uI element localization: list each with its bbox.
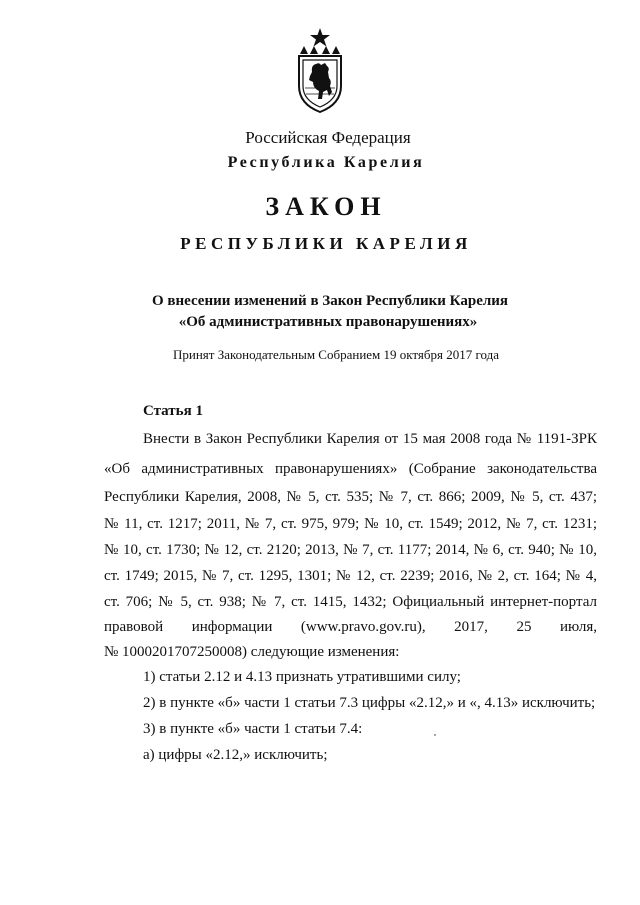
paragraph-line: «Об административных правонарушениях» (Собрание законодательства <box>104 461 597 477</box>
list-item: 3) в пункте «б» части 1 статьи 7.4: <box>143 721 363 737</box>
paragraph-line: № 1000201707250008) следующие изменения: <box>104 644 400 660</box>
paragraph-line: № 10, ст. 1730; № 12, ст. 2120; 2013, № 7, ст. 1177; 2014, № 6, ст. 940; № 10, <box>104 542 597 558</box>
paragraph-line: правовой информации (www.pravo.gov.ru), 2017, 25 июля, <box>104 619 597 635</box>
republic-name: Республика Карелия <box>227 154 425 171</box>
adoption-note: Принят Законодательным Собранием 19 октября 2017 года <box>172 347 500 362</box>
list-item: 1) статьи 2.12 и 4.13 признать утратившими силу; <box>143 669 461 685</box>
paragraph-line: Республики Карелия, 2008, № 5, ст. 535; № 7, ст. 866; 2009, № 5, ст. 437; <box>104 489 597 505</box>
scan-speck <box>434 734 436 736</box>
paragraph-line: Внести в Закон Республики Карелия от 15 мая 2008 года № 1191-ЗРК <box>143 431 597 447</box>
country-name: Российская Федерация <box>245 128 411 147</box>
paragraph-line: ст. 1749; 2015, № 7, ст. 1295, 1301; № 12, ст. 2239; 2016, № 2, ст. 164; № 4, <box>104 568 597 584</box>
amendment-title-line-1: О внесении изменений в Закон Республики Карелия <box>151 293 509 309</box>
law-subtitle: РЕСПУБЛИКИ КАРЕЛИЯ <box>180 234 472 253</box>
list-item: а) цифры «2.12,» исключить; <box>143 747 328 763</box>
amendment-title-line-2: «Об административных правонарушениях» <box>178 314 478 330</box>
paragraph-line: ст. 706; № 5, ст. 938; № 7, ст. 1415, 1432; Официальный интернет-портал <box>104 594 597 610</box>
list-item: 2) в пункте «б» части 1 статьи 7.3 цифры «2.12,» и «, 4.13» исключить; <box>143 695 596 711</box>
coat-of-arms-icon <box>296 28 344 114</box>
law-title: ЗАКОН <box>265 192 387 221</box>
article-heading: Статья 1 <box>143 403 203 419</box>
paragraph-line: № 11, ст. 1217; 2011, № 7, ст. 975, 979; № 10, ст. 1549; 2012, № 7, ст. 1231; <box>104 516 597 532</box>
